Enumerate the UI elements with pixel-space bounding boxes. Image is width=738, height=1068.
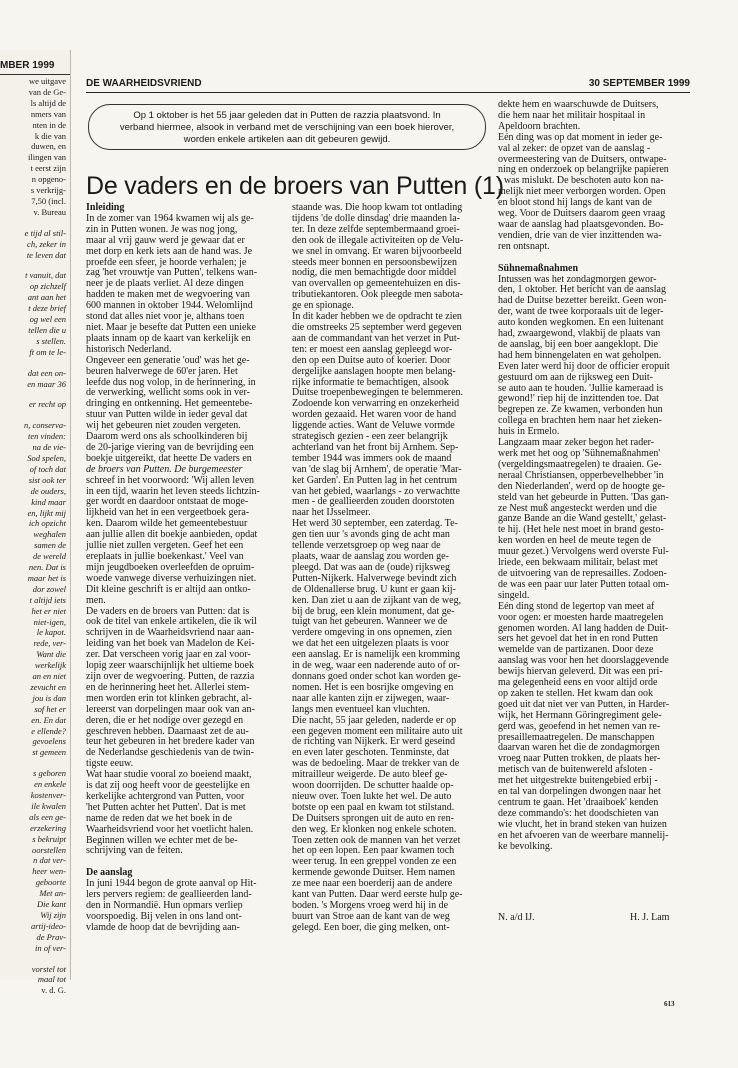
previous-page-line: sof het er bbox=[34, 703, 66, 714]
text-line: achterland van het front bij Arnhem. Sep- bbox=[292, 441, 459, 453]
text-line: nodig, die men bemachtigde door middel bbox=[292, 267, 457, 279]
text-line: de Oldenallerse brug. U kunt er gaan kij- bbox=[292, 583, 456, 595]
text-line: ter. In deze zelfde septembermaand groei- bbox=[292, 223, 460, 235]
text-line: de broers van Putten. De burgemeester bbox=[86, 463, 243, 475]
text-line: wemelde van de partizanen. Door deze bbox=[498, 644, 654, 656]
text-line: ze mee naar een boerderij aan de andere bbox=[292, 878, 453, 890]
text-line: gerd was, geoefend in het nemen van re- bbox=[498, 720, 661, 732]
text-line: verdere omgeving in ons opnemen, zien bbox=[292, 627, 452, 639]
previous-page-line: het er niet bbox=[31, 605, 66, 616]
article-column-2 bbox=[292, 203, 463, 934]
text-line: overmeestering van de Duitsers, ontwape- bbox=[498, 153, 667, 165]
previous-page-line: de wereld bbox=[33, 551, 66, 562]
previous-page-line: ilingen van bbox=[27, 152, 66, 163]
text-line: aan de commandant van het verzet in Put- bbox=[292, 332, 460, 344]
previous-page-line: rede, ver- bbox=[33, 638, 66, 649]
text-line: ereplaats in jullie boekenkast.' Veel van bbox=[86, 551, 244, 562]
text-line: schrijving van de feiten. bbox=[86, 845, 183, 857]
text-line: ken. Daarom wilde het gemeentebestuur bbox=[86, 518, 248, 530]
text-line: die omstreeks 25 september werd gegeven bbox=[292, 321, 462, 333]
text-line: donnans goed onder schot kan worden ge- bbox=[292, 670, 461, 682]
previous-page-line: en, lijkt mij bbox=[27, 507, 66, 518]
text-line: van overvallen op gemeentehuizen en dis- bbox=[292, 278, 461, 290]
text-line: pleegd. Dat was aan de (oude) rijksweg bbox=[292, 561, 450, 573]
previous-page-line: v. Bureau bbox=[33, 206, 66, 217]
previous-page-line: le kapot. bbox=[36, 627, 66, 638]
text-line: der, want de twee korporaals uit de leger- bbox=[498, 306, 664, 318]
previous-page-line: jou is dan bbox=[32, 692, 66, 703]
text-line: tellende verzetsgroep op weg naar de bbox=[292, 540, 441, 552]
previous-page-line: n dat ver- bbox=[33, 855, 66, 866]
previous-page-line: ls altijd de bbox=[30, 97, 66, 108]
text-line: boden. 's Morgens vroeg werd hij in de bbox=[292, 900, 449, 911]
previous-page-line: kostenver- bbox=[30, 790, 66, 800]
issue-date: 30 SEPTEMBER 1999 bbox=[588, 78, 690, 89]
text-line: zin in Putten wonen. Je was nog jong, bbox=[86, 223, 238, 235]
previous-page-line: heer wen- bbox=[32, 866, 66, 877]
text-line: de aanslag, bij een boer aangeklopt. Die bbox=[498, 338, 658, 350]
text-line: begrepen ze. Ze kwamen, verbonden hun bbox=[498, 404, 663, 416]
text-line: genomen worden. Al lang hadden de Duit- bbox=[498, 622, 669, 634]
text-line: bij de brug, een klein monument, dat ge- bbox=[292, 605, 455, 617]
text-line: muur gezet.) Vervolgens werd overste Ful- bbox=[498, 546, 669, 558]
text-line: dergelijke aanslagen hoopte men belang- bbox=[292, 365, 456, 377]
text-line: woede vanwege diverse verhuizingen niet. bbox=[86, 572, 257, 584]
text-line: ganze Bande an die Wand gestellt,' gelast- bbox=[498, 513, 667, 525]
text-line: De vaders en de broers van Putten: dat is bbox=[86, 605, 250, 617]
previous-page-line: s geboren bbox=[33, 768, 66, 779]
text-line: men. bbox=[86, 594, 106, 606]
text-line: mitrailleur weigerde. De auto bleef ge- bbox=[292, 769, 448, 781]
text-line: met dorp en kerk iets aan de hand was. Je bbox=[86, 245, 253, 257]
previous-page-line: geboorte bbox=[35, 877, 66, 888]
text-line: den Niederlanden', werd op de hoogte ge- bbox=[498, 480, 666, 492]
text-line: gestuurd om aan de rijksweg een Duit- bbox=[498, 371, 653, 383]
text-line: metisch van de buitenwereld afsloten - bbox=[498, 764, 653, 776]
text-line: men worden erin tot klinken gebracht, al- bbox=[86, 692, 252, 704]
text-line: weer terug. In een greppel vonden ze een bbox=[292, 856, 457, 868]
text-line: tigste eeuw. bbox=[86, 758, 134, 770]
previous-page-line: ch, zeker in bbox=[27, 238, 66, 249]
article-column-3 bbox=[498, 100, 670, 853]
text-line: Apeldoorn brachten. bbox=[498, 120, 581, 132]
previous-page-line: n, conserva- bbox=[23, 420, 66, 431]
previous-page-line: de Prav- bbox=[36, 931, 66, 942]
previous-page-line: ft om te le- bbox=[29, 346, 66, 357]
previous-page-line: 7,50 (incl. bbox=[31, 195, 66, 206]
previous-page-line: t vanuit, dat bbox=[25, 270, 66, 281]
section-heading: Inleiding bbox=[86, 202, 125, 213]
text-line: had hem binnengelaten en wat geholpen. bbox=[498, 349, 662, 361]
text-line: lopig zeer waarschijnlijk het ultieme boek bbox=[86, 660, 254, 672]
text-line: weg. Voor de Duitsers daarom geen vraag bbox=[498, 208, 666, 220]
text-line: Wat haar studie vooral zo boeiend maakt, bbox=[86, 769, 252, 781]
previous-page-line: zevucht en bbox=[30, 681, 66, 692]
article-column-1 bbox=[86, 203, 260, 934]
text-line: lriede, een bekwaam militair, belast met bbox=[498, 557, 658, 569]
text-line: de verwerking, wellicht soms ook in ver- bbox=[86, 387, 250, 399]
previous-page-line: werkelijk bbox=[34, 660, 66, 671]
text-line: waar de aanslag had plaatsgevonden. Bo- bbox=[498, 218, 664, 230]
previous-page-line: n opgeno- bbox=[31, 174, 66, 185]
previous-page-line: e tijd al stil- bbox=[24, 227, 66, 238]
text-line: botste op een paal en kwam tot stilstand. bbox=[292, 801, 455, 813]
text-line: proefde een sfeer, je hoorde verhalen; je bbox=[86, 256, 247, 268]
text-line: Zodoende kon verwarring en onzekerheid bbox=[292, 398, 460, 410]
text-line: had de Duitse bezetter bereikt. Geen won- bbox=[498, 295, 667, 307]
previous-page-line: k die van bbox=[34, 130, 66, 141]
text-line: we snel in omvang. Er waren bijvoorbeeld bbox=[292, 245, 462, 257]
text-line: niet. Maar je besefte dat Putten een unieke bbox=[86, 321, 256, 333]
previous-page-line: we uitgave bbox=[28, 76, 66, 86]
previous-page-header: MBER 1999 bbox=[0, 60, 55, 71]
text-line: ook de titel van enkele artikelen, die ik wil bbox=[86, 616, 257, 628]
text-line bbox=[498, 253, 670, 264]
previous-page-line: weghalen bbox=[33, 529, 66, 540]
previous-page-line: maal tot bbox=[37, 974, 66, 985]
text-line: nomen. Het is een bosrijke omgeving en bbox=[292, 681, 454, 693]
text-line: Toen zetten ook de mannen van het verzet bbox=[292, 834, 461, 846]
text-line: leefde dus nog volop, in de herinnering, in bbox=[86, 376, 256, 388]
text-line: men - de geallieerden zouden doorstoten bbox=[292, 496, 455, 508]
text-line: te hij. (Het hele nest moet in brand gesto- bbox=[498, 524, 664, 536]
previous-page-line: Wij zijn bbox=[40, 909, 66, 920]
text-line: name de reden dat we het boek in de bbox=[86, 812, 233, 824]
text-line: val al zeker: de opzet van de aanslag - bbox=[498, 142, 651, 154]
text-line: de 20-jarige viering van de bevrijding een bbox=[86, 441, 254, 453]
text-line: liggende acties. Want de Veluwe vormde bbox=[292, 420, 455, 432]
text-line: Die nacht, 55 jaar geleden, naderde er op bbox=[292, 714, 457, 726]
text-line: den in Normandië. Hun opmars verliep bbox=[86, 900, 243, 911]
text-line: de Nederlandse geschiedenis van de twin- bbox=[86, 747, 254, 759]
text-line: auto konden wegkomen. En een luitenant bbox=[498, 317, 664, 329]
running-header bbox=[86, 78, 690, 92]
text-line: aan jullie allen dit boekje aanbieden, opdat bbox=[86, 529, 258, 541]
previous-page-strip bbox=[0, 50, 71, 996]
previous-page-line: van de Ge- bbox=[28, 86, 66, 97]
text-line: gen tien uur 's avonds ging de acht man bbox=[292, 529, 450, 541]
text-line: tuigt van het gebeuren. Wanneer we de bbox=[292, 616, 448, 628]
text-line: Daarom werd ons als schoolkinderen bij bbox=[86, 431, 248, 443]
text-line: Eén ding stond de legertop van meet af bbox=[498, 600, 655, 612]
text-line: staande was. Die hoop kwam tot ontlading bbox=[292, 202, 463, 213]
text-line: de richting van Nijkerk. Er werd geseind bbox=[292, 736, 456, 748]
text-line: Duitse troepenbewegingen te belemmeren. bbox=[292, 387, 464, 399]
text-line: plaats innam op de kaart van kerkelijk en bbox=[86, 332, 251, 344]
text-line: was de bedoeling. Maar de trekker van de bbox=[292, 758, 460, 770]
text-line: dekte hem en waarschuwde de Duitsers, bbox=[498, 99, 659, 110]
previous-page-line: ich opzicht bbox=[28, 518, 66, 529]
text-line: strategisch gezien - een zeer belangrijk bbox=[292, 431, 448, 443]
text-line: en het afvoeren van de weerbare mannelij- bbox=[498, 829, 669, 841]
intro-line: Op 1 oktober is het 55 jaar geleden dat in Putten de razzia plaatsvond. In bbox=[133, 110, 441, 121]
text-line: in de weg, waar een naderende auto of or- bbox=[292, 660, 460, 672]
text-line: hadden te maken met de wegvoering van bbox=[86, 289, 250, 301]
text-line: dringing en ontkenning. Het gemeentebe- bbox=[86, 398, 253, 410]
previous-page-line: s stellen. bbox=[36, 335, 66, 346]
text-line: presaillemaatregelen. De manschappen bbox=[498, 731, 655, 743]
text-line: Ongeveer een generatie 'oud' was het ge- bbox=[86, 354, 250, 366]
text-line: Het werd 30 september, een zaterdag. Te- bbox=[292, 518, 458, 530]
text-line: tijdens 'de dolle dinsdag' drie maanden la- bbox=[292, 212, 460, 224]
text-line: worden gezaaid. Het waren voor de hand bbox=[292, 409, 457, 421]
text-line: aanslag was voor hen het doorslaggevende bbox=[498, 655, 669, 667]
text-line: vlamde de hoop dat de bevrijding aan- bbox=[86, 921, 240, 933]
text-line: kant van Putten. Daar werd eerste hulp ge- bbox=[292, 889, 463, 901]
text-line: had, zwaargewond, vlakbij de plaats van bbox=[498, 328, 661, 340]
text-line: kerkelijke achtergrond van Putten, voor bbox=[86, 790, 245, 802]
text-line: 'het Putten achter het Putten'. Dat is met bbox=[86, 801, 246, 813]
previous-page-line: als een ge- bbox=[29, 811, 66, 822]
text-line: se auto aan te houden. 'Jullie kameraad is bbox=[498, 382, 664, 394]
previous-page-line: tellen die u bbox=[28, 324, 66, 335]
previous-page-line: er recht op bbox=[29, 399, 66, 410]
author-name: H. J. Lam bbox=[630, 912, 670, 923]
text-line: Dit kleine geschrift is er altijd aan ontko- bbox=[86, 583, 251, 595]
text-line: maar al vrij gauw werd je gewaar dat er bbox=[86, 234, 245, 246]
text-line: wie vlucht, het in brand steken van huizen bbox=[498, 818, 667, 830]
text-line: die hem naar het militair hospitaal in bbox=[498, 109, 646, 121]
previous-page-line: nten in de bbox=[32, 119, 66, 130]
previous-page-line: Want die bbox=[36, 649, 66, 660]
previous-page-line: dor zowel bbox=[32, 583, 66, 594]
previous-page-line: Die kant bbox=[36, 899, 66, 909]
text-line: wijk, het Hermann Göringregiment gele- bbox=[498, 709, 662, 721]
previous-page-line: niet-igen, bbox=[33, 616, 66, 627]
text-line: ke bevolking. bbox=[498, 840, 553, 852]
previous-page-line: op zichzelf bbox=[29, 281, 66, 292]
text-line: huis in Ermelo. bbox=[498, 426, 560, 438]
text-line: werk met het oog op 'Sühnemaßnahmen' bbox=[498, 448, 661, 459]
previous-page-line: of toch dat bbox=[29, 463, 66, 474]
text-line: een gegeven moment een militaire auto uit bbox=[292, 725, 463, 737]
text-line: ket Garden'. En Putten lag in het centrum bbox=[292, 474, 458, 486]
text-line: en even later geschoten. Tenminste, dat bbox=[292, 747, 450, 759]
text-line: voor ogen: er moesten harde maatregelen bbox=[498, 611, 664, 623]
text-line: singeld. bbox=[498, 589, 530, 601]
previous-page-line: samen de bbox=[34, 540, 66, 551]
previous-page-line: og wel een bbox=[29, 314, 66, 324]
previous-page-line: ile kwalen bbox=[31, 800, 66, 811]
text-line: mijn jeugdboeken overleefden de opruim- bbox=[86, 561, 255, 573]
previous-page-line: vorstel tot bbox=[31, 963, 66, 974]
text-line: den op een Duitse auto of koerier. Door bbox=[292, 354, 451, 366]
text-line: teur het gebeuren in het bredere kader van bbox=[86, 736, 255, 748]
text-line: boekje uitgereikt, dat heette De vaders en bbox=[86, 452, 252, 464]
text-line: nieuw over. Toen lukte het wel. De auto bbox=[292, 790, 452, 802]
text-line: Intussen was het zondagmorgen gewor- bbox=[498, 273, 657, 285]
previous-page-line: ten vinden: bbox=[28, 431, 66, 442]
text-line: 600 mannen in oktober 1944. Welomlijnd bbox=[86, 300, 253, 312]
previous-page-line: erzekering bbox=[30, 822, 66, 833]
text-line: ge en spionage. bbox=[292, 300, 354, 312]
text-line: ma gelegenheid eens en voor altijd orde bbox=[498, 677, 658, 689]
previous-page-line: gevoelens bbox=[32, 736, 66, 747]
text-line: Langzaam maar zeker begon het rader- bbox=[498, 437, 655, 449]
previous-page-line: in of ver- bbox=[35, 942, 66, 953]
previous-page-line: en maar 36 bbox=[27, 378, 66, 389]
text-line: geschreven hebben. Daarnaast zet de au- bbox=[86, 725, 249, 737]
previous-page-line: nen. Dat is bbox=[28, 562, 66, 572]
text-line: neraal Christiansen, opperbevelhebber 'in bbox=[498, 469, 664, 481]
text-line: leiding van het boek van Madelon de Kei- bbox=[86, 638, 255, 650]
intro-line: verband hiermee, alsook in verband met de verschijning van een boek hierover, bbox=[119, 122, 455, 133]
text-line: steeds meer bonnen en persoonsbewijzen bbox=[292, 256, 457, 268]
text-line: neer je de plaats verliet. Al deze dingen bbox=[86, 278, 244, 290]
previous-page-line: Met an- bbox=[39, 888, 66, 899]
previous-page-line: kind maar bbox=[31, 496, 66, 507]
text-line: lijkheid van het in een vergeetboek gera- bbox=[86, 507, 250, 519]
text-line: sers het gevoel dat het in en rond Putten bbox=[498, 633, 658, 645]
text-line: deze commando's: het doodschieten van bbox=[498, 807, 659, 819]
text-line: zijn over de wegvoering. Putten, de razzia bbox=[86, 670, 255, 682]
text-line: met het uitgestrekte buitengebied erbij - bbox=[498, 775, 658, 787]
text-line: den ook de illegale activiteiten op de Velu- bbox=[292, 234, 464, 246]
text-line: gewond!' riep hij de inzittenden toe. Dat bbox=[498, 393, 659, 405]
text-line: lereerst van dorpelingen maar ook van an- bbox=[86, 703, 255, 715]
text-line: en de herinnering heet het. Allerlei stem- bbox=[86, 681, 250, 693]
previous-page-line: s bekruipt bbox=[32, 833, 66, 844]
previous-page-line: s verkrijg- bbox=[30, 185, 66, 195]
text-line: wij het gebeuren niet zouden vergeten. bbox=[86, 420, 241, 432]
text-line: Even later werd hij door de officier eropuit bbox=[498, 360, 670, 372]
previous-page-line: st gemeen bbox=[32, 747, 66, 758]
text-line: jullie niet zullen vergeten. Geef het een bbox=[86, 540, 244, 552]
previous-page-line: ant aan het bbox=[27, 292, 66, 303]
text-line: het op een lopen. Een paar kwamen toch bbox=[292, 845, 455, 857]
text-line: voorspoedig. Bij velen in ons land ont- bbox=[86, 910, 242, 922]
text-line: plaats, waar de aanslag zou worden ge- bbox=[292, 551, 449, 562]
text-line: schreef in het voorwoord: 'Wij allen leven bbox=[86, 474, 255, 486]
text-line: woon doorrijden. De schutter haalde op- bbox=[292, 780, 454, 792]
text-line: vroeg naar Putten trokken, de plaats her- bbox=[498, 753, 661, 765]
text-line: ren ontsnapt. bbox=[498, 240, 550, 252]
text-line: naar het IJsselmeer. bbox=[292, 507, 371, 519]
text-line: vendien, drie van de vier inzittenden wa- bbox=[498, 229, 662, 241]
text-line: lers pervers regiem: de geallieerden land- bbox=[86, 889, 252, 901]
text-line: ten: er moest een aanslag gepleegd wor- bbox=[292, 343, 453, 355]
text-line: daarvan waren het die de zondagmorgen bbox=[498, 742, 660, 754]
previous-page-line: te leven dat bbox=[26, 249, 66, 260]
text-line: In dit kader hebben we de opdracht te zien bbox=[292, 311, 462, 323]
article-title: De vaders en de broers van Putten (1) bbox=[86, 172, 504, 200]
text-line: Waarheidsvriend voor het voetlicht halen. bbox=[86, 823, 254, 835]
text-line: Putten-Nijkerk. Halverwege bevindt zich bbox=[292, 572, 457, 584]
publication-name: DE WAARHEIDSVRIEND bbox=[86, 78, 202, 89]
text-line: De Duitsers sprongen uit de auto en ren- bbox=[292, 812, 454, 824]
text-line: schrijven in de Waarheidsvriend naar aan- bbox=[86, 627, 255, 639]
previous-page-line: t deze brief bbox=[28, 303, 66, 314]
previous-page-line: an en niet bbox=[32, 671, 66, 681]
text-line: ning en onderzoek op belangrijke papieren bbox=[498, 164, 669, 176]
text-line: ken. Dan ziet u aan de zijkant van de weg, bbox=[292, 594, 462, 606]
text-line: In juni 1944 begon de grote aanval op Hit- bbox=[86, 878, 257, 890]
text-line: ger wordt en daardoor ontstaat de moge- bbox=[86, 496, 249, 508]
text-line: in een tijd, waarin het leven steeds lichtzin- bbox=[86, 485, 260, 497]
text-line: historisch Nederland. bbox=[86, 343, 172, 355]
text-line: melijk niet meer verborgen worden. Open bbox=[498, 186, 666, 198]
text-line: collega en brachten hem naar het zieken- bbox=[498, 415, 662, 427]
header-rule bbox=[86, 92, 690, 93]
intro-box bbox=[88, 104, 486, 150]
text-line: den weg. Er klonken nog enkele schoten. bbox=[292, 823, 457, 835]
section-heading: Sühnemaßnahmen bbox=[498, 262, 579, 274]
text-line: tember 1944 was immers ook de maand bbox=[292, 452, 452, 464]
text-line: de was een paar uur later Putten totaal om- bbox=[498, 578, 670, 590]
previous-page-line: t eerst zijn bbox=[30, 163, 66, 174]
page-number: 613 bbox=[664, 1000, 675, 1008]
text-line: langs men eventueel kan vluchten. bbox=[292, 703, 431, 715]
previous-page-line: na de vie- bbox=[32, 442, 66, 453]
text-line: bewijs hiervan geleverd. Dit was een pri- bbox=[498, 666, 663, 678]
text-line: zer. Dat verscheen vorig jaar en zal voor- bbox=[86, 649, 251, 661]
previous-page-rule bbox=[0, 74, 70, 75]
text-line: centrum te gaan. Het 'draaiboek' kenden bbox=[498, 797, 659, 808]
section-heading: De aanslag bbox=[86, 867, 133, 879]
text-line: deren, die er het nodige over gezegd en bbox=[86, 714, 244, 726]
text-line: steld van het gebeurde in Putten. 'Das gan- bbox=[498, 491, 669, 503]
text-line: kermende gewonde Duitser. Hem namen bbox=[292, 867, 456, 879]
previous-page-line: duwen, en bbox=[31, 141, 66, 152]
text-line: gelegd. Een boer, die ging melken, ont- bbox=[292, 921, 450, 933]
text-line: Eén ding was op dat moment in ieder ge- bbox=[498, 131, 663, 143]
text-line: stond dat alles niet voor je, althans toen bbox=[86, 311, 245, 323]
text-line: een aanslag. Er is namelijk een kromming bbox=[292, 649, 461, 661]
previous-page-line: en. En dat bbox=[31, 714, 66, 725]
previous-page-line: sist ook ter bbox=[28, 474, 66, 485]
previous-page-line: dat een on- bbox=[27, 367, 66, 378]
previous-page-line: nmers van bbox=[30, 108, 66, 119]
previous-page-line: Sod spelen, bbox=[27, 453, 66, 463]
text-line: (vergeldingsmaatregelen) te draaien. Ge- bbox=[498, 458, 662, 470]
text-line: stuur van Putten wilde in ieder geval dat bbox=[86, 409, 248, 421]
previous-page-line: artij-ideo- bbox=[31, 920, 66, 931]
previous-page-line: en enkele bbox=[34, 779, 66, 790]
text-line: de uitvoering van de represailles. Zodoen- bbox=[498, 567, 667, 579]
previous-page-line: v. d. G. bbox=[41, 985, 66, 996]
text-line: - was mislukt. De beschoten auto kon na- bbox=[498, 175, 664, 187]
text-line: van het gebied, waarlangs - zo verwachtte bbox=[292, 485, 460, 497]
text-line: op zaken te stellen. Het kwam dan ook bbox=[498, 687, 653, 699]
intro-line: worden enkele artikelen aan dit gebeuren gewijd. bbox=[183, 134, 391, 145]
text-line: we dat het een uitgelezen plaats is voor bbox=[292, 638, 449, 650]
text-line: In de zomer van 1964 kwamen wij als ge- bbox=[86, 212, 254, 224]
text-line: rijke informatie te bemachtigen, alsook bbox=[292, 376, 449, 388]
text-line: is dat zij oog heeft voor de geestelijke en bbox=[86, 780, 250, 792]
text-line: van 'de slag bij Arnhem', de operatie 'Mar- bbox=[292, 463, 462, 475]
previous-page-line: de ouders, bbox=[30, 485, 66, 496]
previous-page-line: t altijd iets bbox=[29, 594, 66, 605]
text-line: buurt van Stroe aan de kant van de weg bbox=[292, 910, 450, 922]
text-line: goed uit dat niet ver van Putten, in Harder- bbox=[498, 698, 670, 710]
text-line: ze Nest muß angesteckt werden und die bbox=[498, 502, 657, 514]
text-line: Beginnen willen we echter met de be- bbox=[86, 834, 238, 846]
text-line: den, 1 oktober. Het bericht van de aanslag bbox=[498, 284, 666, 296]
text-line: ken worden en heel de meute tegen de bbox=[498, 535, 651, 547]
text-line: en tal van dorpelingen dwongen naar het bbox=[498, 786, 661, 798]
previous-page-line: e ellende? bbox=[31, 725, 66, 736]
previous-page-line: oorstellen bbox=[32, 844, 66, 855]
previous-page-line: maar het is bbox=[27, 572, 66, 583]
text-line: naar alle kanten zijn er zijwegen, waar- bbox=[292, 692, 450, 704]
text-line: zag 'het vrouwtje van Putten', telkens wan- bbox=[86, 267, 258, 279]
text-line: beuren halverwege de 60'er jaren. Het bbox=[86, 365, 238, 377]
author-initials: N. a/d IJ. bbox=[498, 912, 535, 923]
text-line: en bloot stond hij langs de kant van de bbox=[498, 197, 652, 209]
text-line: tributiekantoren. Ook pleegde men sabota- bbox=[292, 289, 463, 301]
